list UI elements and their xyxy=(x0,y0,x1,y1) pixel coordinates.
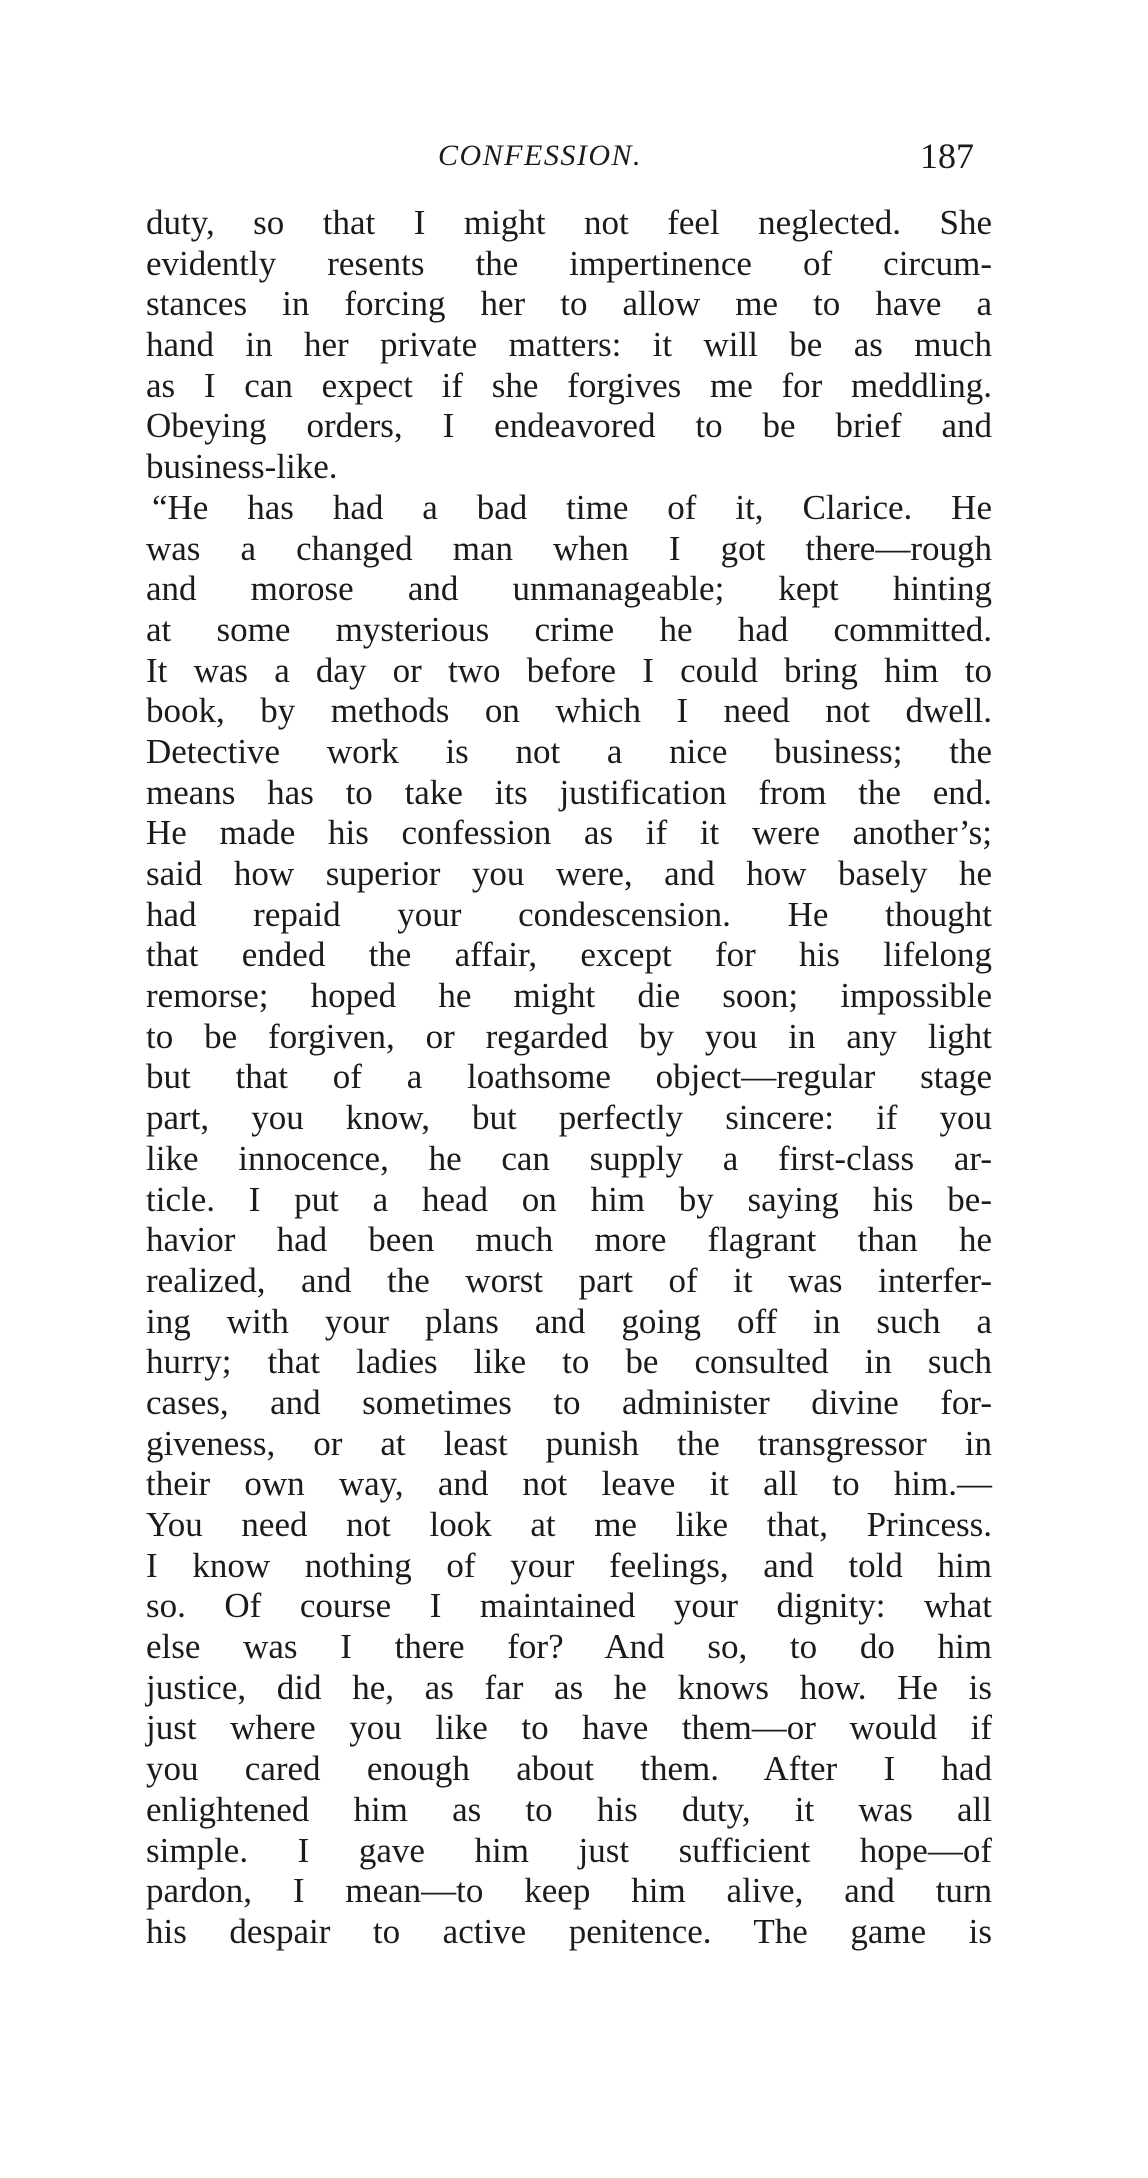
text-line: else was I there for? And so, to do him xyxy=(146,1627,992,1667)
text-line: remorse; hoped he might die soon; impossible xyxy=(146,976,992,1016)
text-line: realized, and the worst part of it was interfer- xyxy=(146,1260,992,1300)
text-line: said how superior you were, and how basely he xyxy=(146,854,992,893)
text-line: at some mysterious crime he had committed. xyxy=(146,609,992,649)
text-line: havior had been much more flagrant than he xyxy=(146,1220,992,1260)
text-line: you cared enough about them. After I had xyxy=(146,1749,992,1789)
text-line: means has to take its justification from the end. xyxy=(146,772,992,812)
text-line: but that of a loathsome object—regular stage xyxy=(146,1057,992,1097)
text-line: ing with your plans and going off in such a xyxy=(146,1301,992,1341)
text-line: part, you know, but perfectly sincere: if you xyxy=(146,1098,992,1138)
text-line: his despair to active penitence. The game is xyxy=(146,1911,992,1951)
text-line: pardon, I mean—to keep him alive, and turn xyxy=(146,1871,992,1911)
text-line: hand in her private matters: it will be as much xyxy=(146,325,992,365)
body-text xyxy=(146,203,992,1953)
text-line: duty, so that I might not feel neglected. She xyxy=(146,203,992,242)
text-line: simple. I gave him just sufficient hope—of xyxy=(146,1830,992,1870)
text-line: He made his confession as if it were another’s; xyxy=(146,813,992,853)
text-line: to be forgiven, or regarded by you in any light xyxy=(146,1016,992,1056)
text-line: justice, did he, as far as he knows how. He is xyxy=(146,1667,992,1707)
text-line: their own way, and not leave it all to him.— xyxy=(146,1464,992,1504)
text-line: so. Of course I maintained your dignity: what xyxy=(146,1586,992,1626)
text-line: stances in forcing her to allow me to have a xyxy=(146,284,992,324)
text-line: cases, and sometimes to administer divine for- xyxy=(146,1382,992,1422)
text-line: as I can expect if she forgives me for meddling. xyxy=(146,365,992,405)
text-line: Detective work is not a nice business; the xyxy=(146,731,992,771)
text-line: book, by methods on which I need not dwell. xyxy=(146,691,992,731)
text-line: I know nothing of your feelings, and told him xyxy=(146,1545,992,1585)
page-number: 187 xyxy=(920,136,974,176)
text-line: Obeying orders, I endeavored to be brief and xyxy=(146,406,992,446)
text-line: giveness, or at least punish the transgressor in xyxy=(146,1423,992,1463)
text-line: business-like. xyxy=(146,447,338,487)
text-line: had repaid your condescension. He thought xyxy=(146,894,992,934)
text-line: You need not look at me like that, Princess. xyxy=(146,1505,992,1544)
text-line: was a changed man when I got there—rough xyxy=(146,528,992,568)
text-line: enlightened him as to his duty, it was all xyxy=(146,1789,992,1829)
text-line: ticle. I put a head on him by saying his be- xyxy=(146,1179,992,1219)
text-line: that ended the affair, except for his lifelong xyxy=(146,935,992,975)
text-line: hurry; that ladies like to be consulted in such xyxy=(146,1342,992,1382)
text-line: It was a day or two before I could bring him to xyxy=(146,650,992,690)
text-line: “He has had a bad time of it, Clarice. He xyxy=(152,487,992,527)
text-line: like innocence, he can supply a first-class ar- xyxy=(146,1138,992,1178)
text-line: evidently resents the impertinence of circum- xyxy=(146,243,992,283)
text-line: and morose and unmanageable; kept hinting xyxy=(146,569,992,609)
running-head: CONFESSION. xyxy=(438,139,642,172)
text-line: just where you like to have them—or would if xyxy=(146,1708,992,1748)
